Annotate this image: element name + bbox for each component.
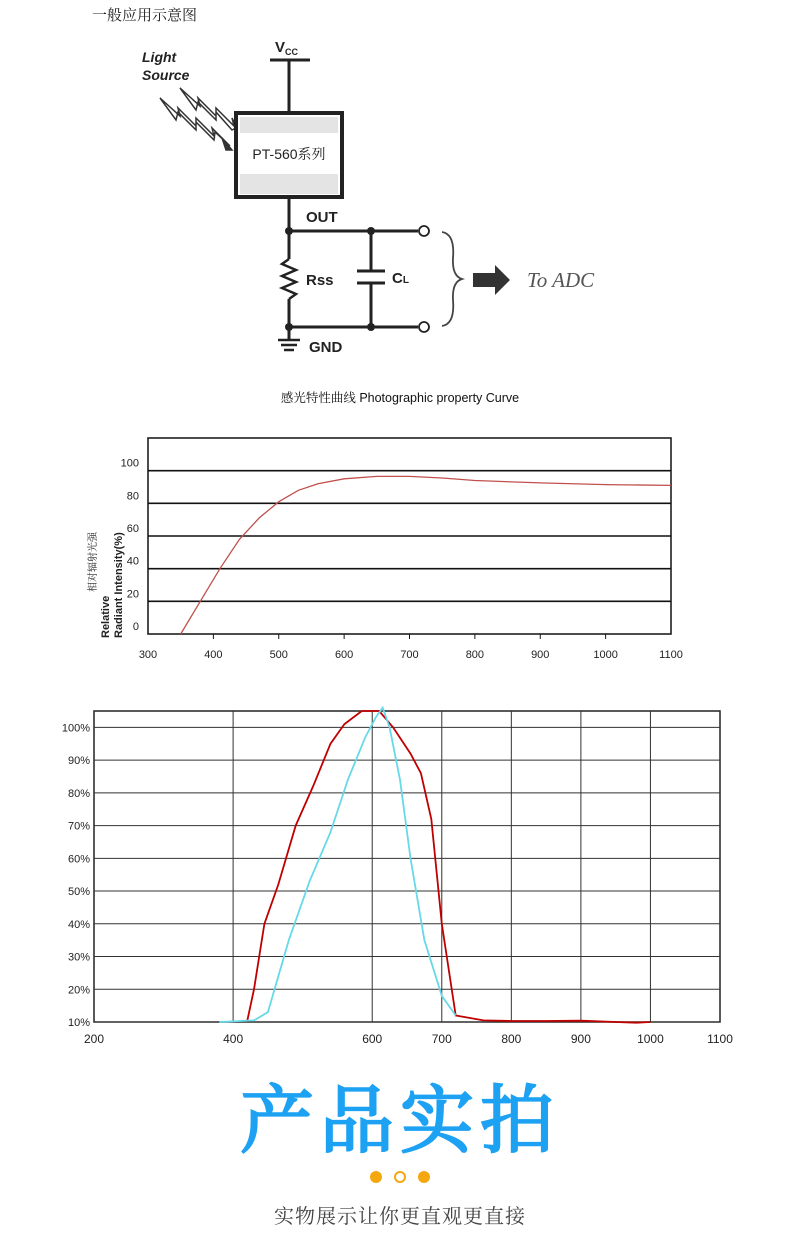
y-tick-label: 60% bbox=[67, 853, 90, 866]
x-tick-label: 400 bbox=[204, 649, 223, 661]
y-tick-label: 80 bbox=[126, 490, 139, 503]
cl-label: CL bbox=[392, 270, 409, 287]
y-tick-label: 50% bbox=[67, 886, 90, 899]
vcc-label: $V_{CC}$ bbox=[275, 39, 299, 57]
rss-label: Rss bbox=[306, 272, 334, 289]
y-tick-label: 40% bbox=[67, 918, 90, 931]
chart-title: 感光特性曲线 Photographic property Curve bbox=[280, 391, 520, 405]
x-tick-label: 600 bbox=[334, 649, 354, 661]
dot-icon bbox=[418, 1171, 430, 1183]
y-tick-label: 90% bbox=[67, 755, 90, 768]
chart-frame bbox=[94, 711, 720, 1022]
x-tick-label: 1100 bbox=[707, 1032, 733, 1046]
ground-icon bbox=[278, 340, 300, 350]
y-tick-label: 60 bbox=[126, 523, 139, 535]
y-tick-label: 80% bbox=[67, 787, 90, 800]
section-title: 产品实拍 bbox=[240, 1078, 560, 1164]
x-tick-label: 800 bbox=[501, 1032, 522, 1046]
dot-indicator bbox=[0, 1168, 800, 1187]
x-tick-label: 700 bbox=[400, 649, 419, 661]
ylabel-en-1: Relative bbox=[100, 595, 112, 638]
x-tick-label: 1100 bbox=[659, 649, 683, 661]
ground-terminal bbox=[419, 322, 429, 332]
y-tick-label: 40 bbox=[126, 555, 139, 568]
device-label: PT-560系列 bbox=[252, 146, 326, 162]
to-adc-label: To ADC bbox=[527, 268, 595, 292]
y-tick-label: 100% bbox=[61, 722, 90, 735]
out-label: OUT bbox=[306, 209, 338, 226]
dot-icon bbox=[370, 1171, 382, 1183]
arrow-right-icon bbox=[473, 265, 510, 295]
x-tick-label: 600 bbox=[362, 1032, 383, 1046]
diagram-caption: 一般应用示意图 bbox=[92, 6, 198, 24]
output-terminal bbox=[419, 226, 429, 236]
x-tick-label: 900 bbox=[531, 649, 550, 661]
circuit-diagram bbox=[0, 0, 800, 380]
x-tick-label: 1000 bbox=[593, 649, 618, 661]
x-tick-label: 900 bbox=[570, 1032, 591, 1046]
y-tick-label: 30% bbox=[67, 951, 90, 964]
light-source-label-2: Source bbox=[142, 67, 190, 83]
y-tick-label: 10% bbox=[67, 1017, 90, 1029]
y-tick-label: 20% bbox=[67, 984, 90, 997]
y-tick-label: 0 bbox=[132, 621, 139, 633]
brace-icon bbox=[442, 232, 462, 326]
spectral-response-chart bbox=[0, 695, 800, 1055]
photographic-curve-chart bbox=[0, 420, 800, 675]
ylabel-cn: 相对辐射光强 bbox=[88, 532, 99, 592]
y-tick-label: 70% bbox=[67, 820, 90, 833]
x-tick-label: 800 bbox=[465, 649, 485, 661]
y-tick-label: 20 bbox=[126, 588, 139, 601]
gnd-label: GND bbox=[309, 339, 343, 356]
x-tick-label: 300 bbox=[138, 649, 158, 661]
x-tick-label: 700 bbox=[431, 1032, 452, 1046]
section-subtitle: 实物展示让你更直观更直接 bbox=[274, 1204, 526, 1228]
x-tick-label: 400 bbox=[223, 1032, 244, 1046]
light-ray-icon bbox=[160, 88, 240, 150]
x-tick-label: 1000 bbox=[637, 1032, 664, 1046]
x-tick-label: 500 bbox=[269, 649, 288, 661]
light-source-label-1: Light bbox=[142, 49, 177, 65]
dot-icon bbox=[394, 1171, 406, 1183]
x-tick-label: 200 bbox=[83, 1032, 105, 1046]
ylabel-en-2: Radiant Intensity(%) bbox=[113, 532, 125, 638]
y-tick-label: 100 bbox=[120, 457, 139, 470]
